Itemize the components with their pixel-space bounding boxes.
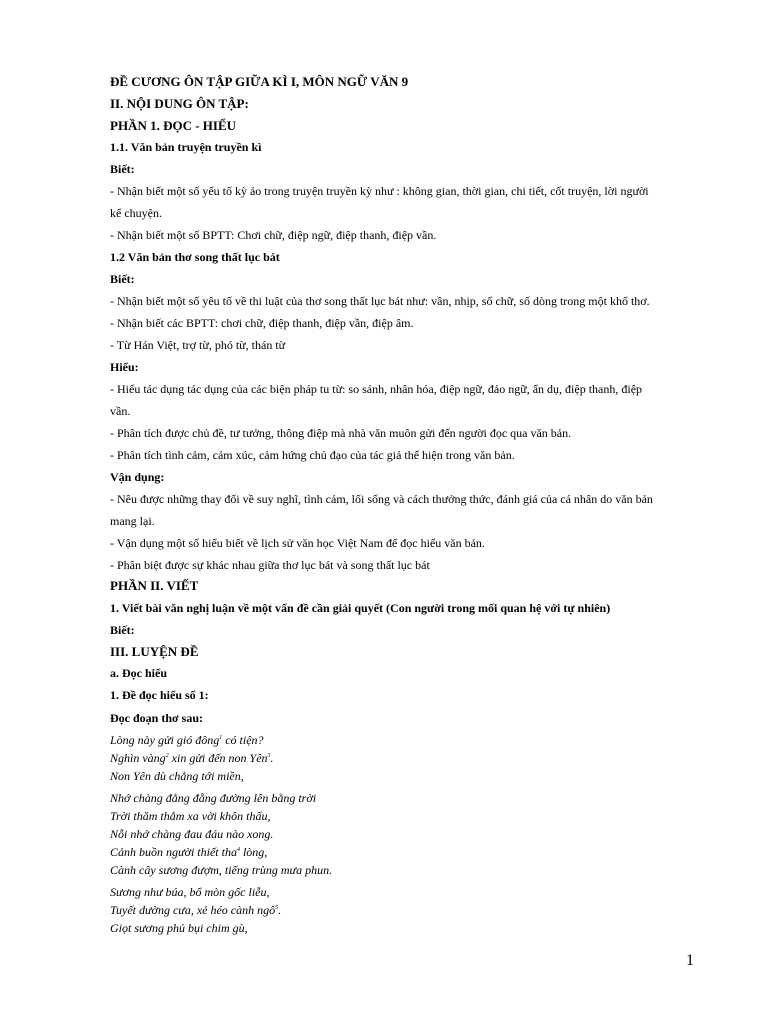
poem-line: Nỗi nhớ chàng đau đáu nào xong. — [110, 827, 274, 841]
label: Biết: — [110, 162, 135, 176]
paragraph-line: - Nhận biết một số BPTT: Chơi chữ, điệp ngữ, điệp thanh, điệp vần. — [110, 228, 437, 242]
paragraph-line: mang lại. — [110, 514, 155, 528]
page-number: 1 — [686, 952, 694, 969]
paragraph-line: - Nhận biết các BPTT: chơi chữ, điệp thanh, điệp vần, điệp âm. — [110, 316, 414, 330]
poem-line: Non Yên dù chẳng tới miền, — [110, 769, 244, 783]
footnote-marker: 3 — [267, 753, 271, 759]
poem-text: . — [270, 751, 274, 765]
poem-text: Tuyết dường cưa, xẻ héo cành ngô — [110, 903, 276, 917]
poem-text: . — [278, 903, 282, 917]
poem-text: Lòng này gửi gió đông — [110, 733, 220, 747]
poem-text: lòng, — [239, 845, 268, 859]
paragraph-line: - Hiểu tác dụng tác dụng của các biện pháp tu từ: so sánh, nhân hóa, điệp ngữ, đảo ngữ, ẩn dụ, điệp thanh, điệp — [110, 382, 643, 396]
footnote-marker: 1 — [219, 735, 223, 741]
paragraph-line: vần. — [110, 404, 131, 418]
paragraph-line: - Nhận biết một số yêu tố về thi luật của thơ song thất lục bát như: vần, nhịp, số chữ, số dòng trong một khổ thơ. — [110, 294, 650, 308]
paragraph-line: - Vận dụng một số hiểu biết về lịch sử văn học Việt Nam để đọc hiểu văn bản. — [110, 536, 485, 550]
document-title: ĐỀ CƯƠNG ÔN TẬP GIỮA KÌ I, MÔN NGỮ VĂN 9 — [110, 74, 409, 89]
poem-line: Trời thăm thẳm xa vời khôn thấu, — [110, 809, 271, 823]
subsection-heading: 1.2 Văn bản thơ song thất lục bát — [110, 250, 280, 264]
paragraph-line: - Phân tích tình cảm, cảm xúc, cảm hứng chủ đạo của tác giả thể hiện trong văn bản. — [110, 448, 515, 462]
poem-line — [110, 733, 264, 748]
poem-line: Sương như búa, bổ mòn gốc liễu, — [110, 885, 270, 899]
section-heading: III. LUYỆN ĐỀ — [110, 644, 199, 659]
poem-text: Cảnh buồn người thiết tha — [110, 845, 237, 859]
subsection-heading: 1. Đề đọc hiểu số 1: — [110, 688, 209, 702]
paragraph-line: kể chuyện. — [110, 206, 162, 220]
label: Biết: — [110, 272, 135, 286]
poem-line: Giọt sương phủ bụi chim gù, — [110, 921, 248, 935]
paragraph-line: - Từ Hán Việt, trợ từ, phó từ, thán từ — [110, 338, 286, 352]
paragraph-line: - Phân biệt được sự khác nhau giữa thơ lục bát và song thất lục bát — [110, 558, 430, 572]
poem-line: Nhớ chàng đằng đẵng đường lên bằng trời — [110, 791, 317, 805]
section-heading: PHẦN 1. ĐỌC - HIỂU — [110, 118, 237, 133]
label: Biết: — [110, 623, 135, 637]
label: Vận dụng: — [110, 470, 165, 484]
subsection-heading: 1.1. Văn bản truyện truyền kì — [110, 140, 262, 154]
footnote-marker: 4 — [236, 847, 240, 853]
poem-text: Nghìn vàng — [110, 751, 166, 765]
poem-text: có tiện? — [222, 733, 264, 747]
footnote-marker: 5 — [275, 905, 279, 911]
subsection-heading: a. Đọc hiểu — [110, 666, 167, 680]
poem-text: xin gửi đến non Yên — [168, 751, 268, 765]
poem-line: Cành cây sương đượm, tiếng trùng mưa phun. — [110, 863, 333, 877]
poem-line — [110, 845, 267, 860]
label: Hiểu: — [110, 360, 139, 374]
footnote-marker: 2 — [165, 753, 169, 759]
poem-line — [110, 903, 281, 918]
paragraph-line: - Nêu được những thay đổi về suy nghĩ, tình cảm, lối sống và cách thưởng thức, đánh giá của cá nhân do văn bản — [110, 492, 653, 506]
writing-task: 1. Viết bài văn nghị luận về một vấn đề cần giải quyết (Con người trong mối quan hệ với tự nhiên) — [110, 601, 611, 615]
paragraph-line: - Nhận biết một số yếu tố kỳ ảo trong truyện truyền kỳ như : không gian, thời gian, chi tiết, cốt truyện, lời người — [110, 184, 649, 198]
poem-line — [110, 751, 274, 766]
instruction: Đọc đoạn thơ sau: — [110, 711, 203, 725]
paragraph-line: - Phân tích được chủ đề, tư tưởng, thông điệp mà nhà văn muôn gửi đến người đọc qua văn bản. — [110, 426, 572, 440]
section-heading: II. NỘI DUNG ÔN TẬP: — [110, 96, 249, 111]
section-heading: PHẦN II. VIẾT — [110, 578, 199, 593]
